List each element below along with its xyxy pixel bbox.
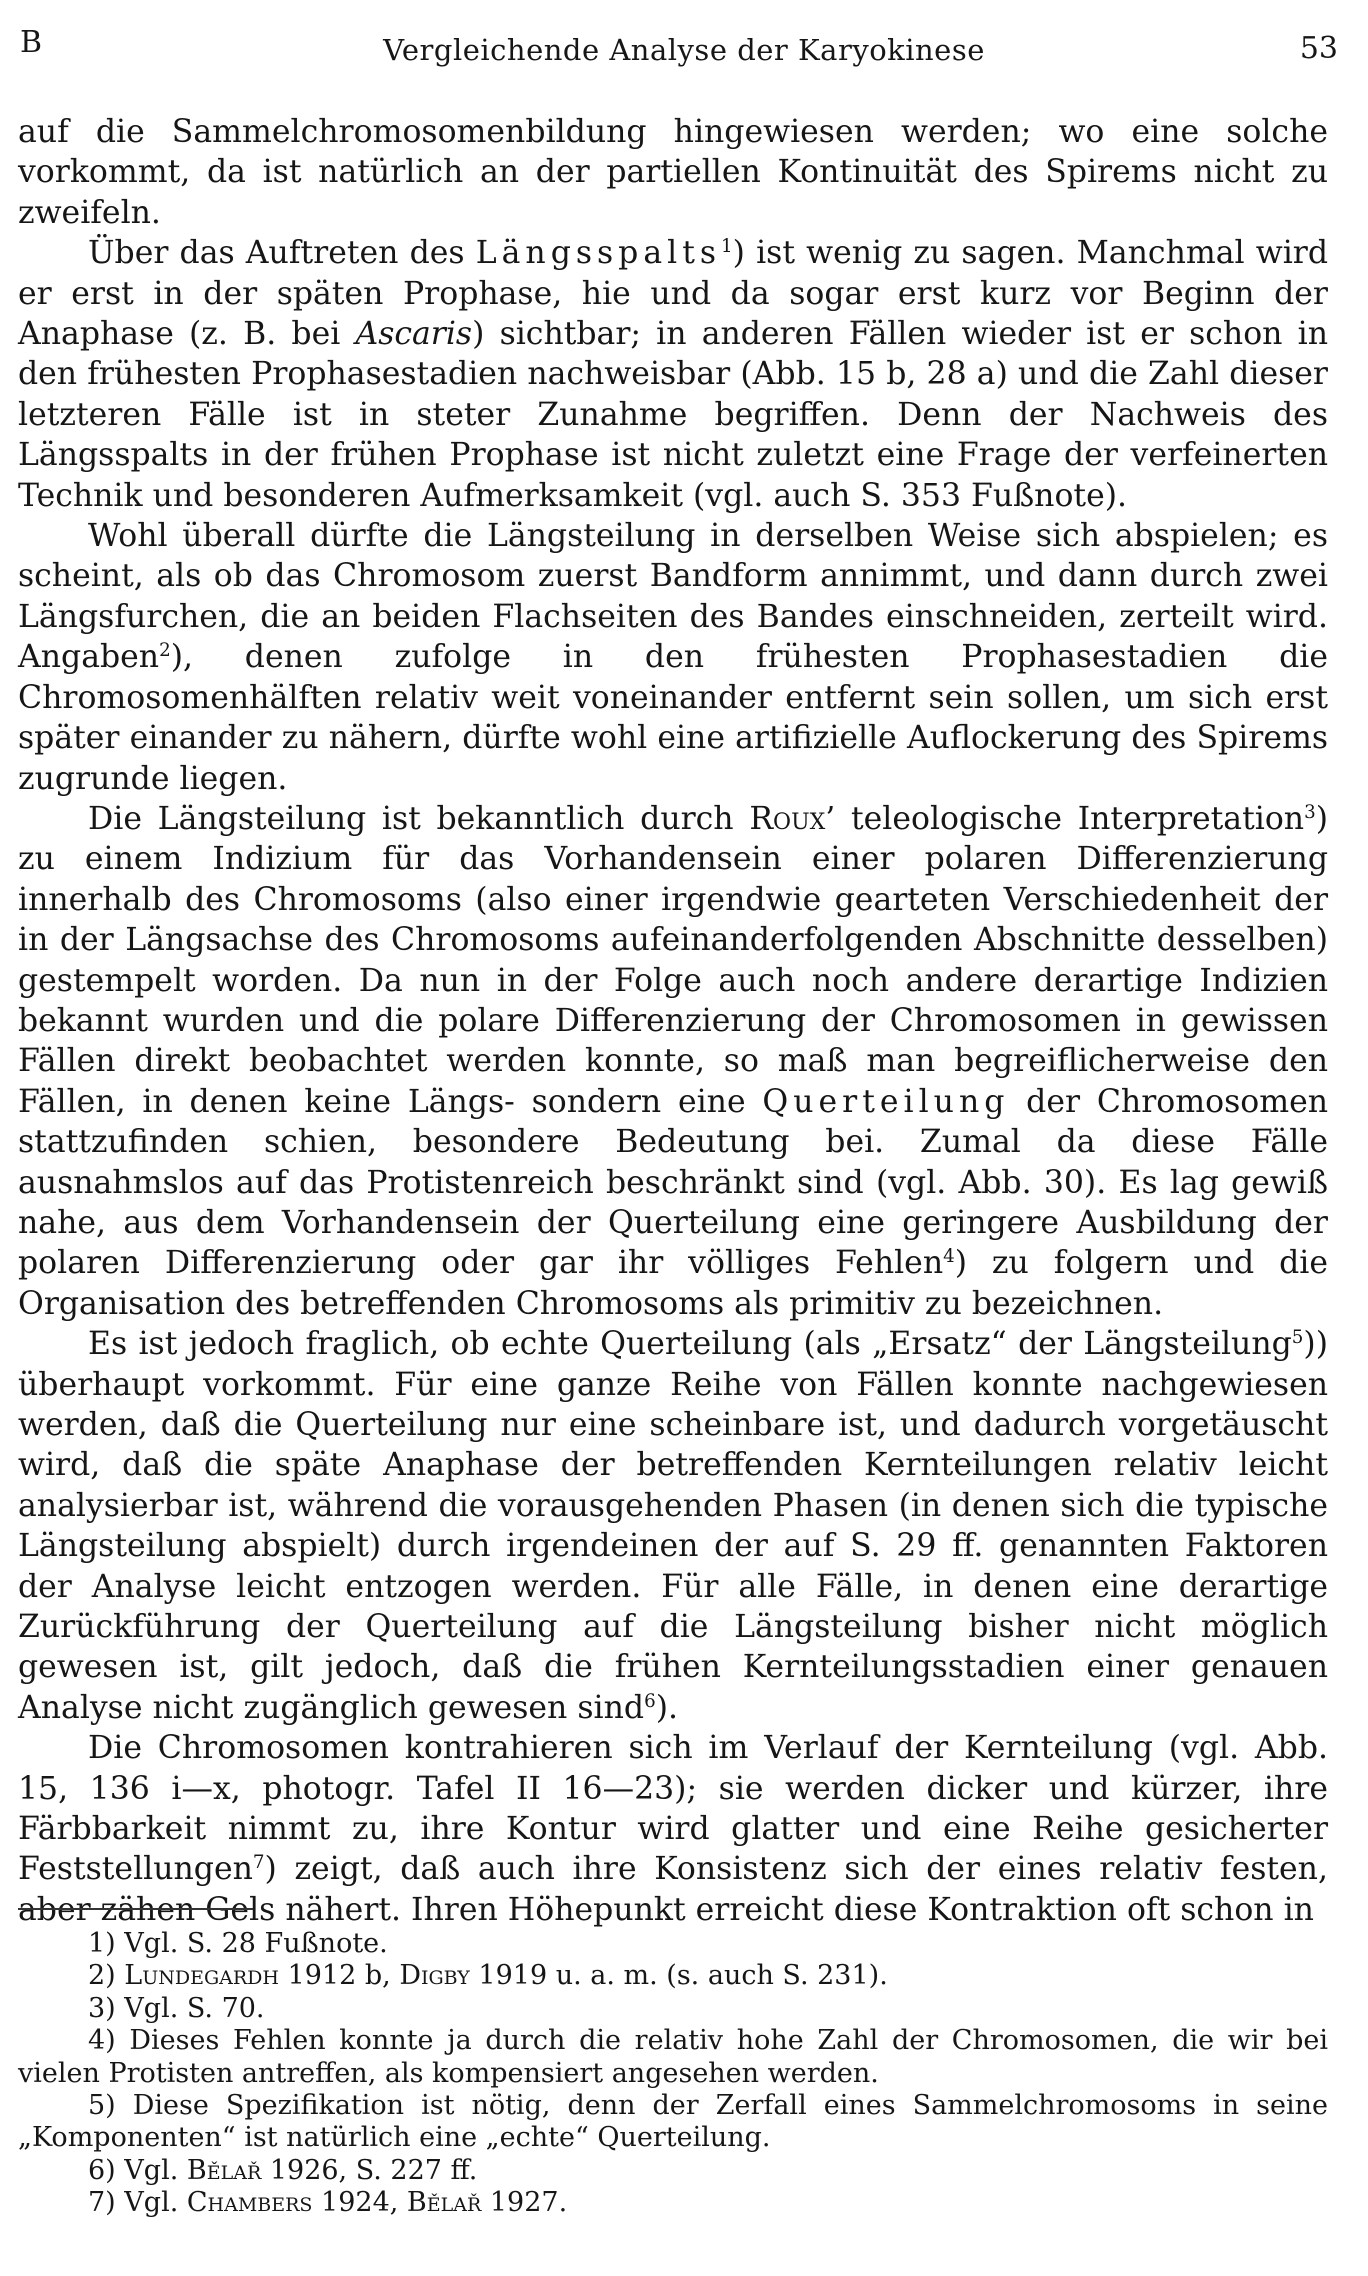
footnote-ref: 2 — [159, 640, 171, 662]
body-text — [18, 112, 1328, 1930]
text-run: ) zeigt, daß auch ihre Konsistenz sich der eines relativ festen, aber zähen Gels nähert. Ihren Höhepunkt erreicht diese Kontraktion oft schon in — [18, 1851, 1328, 1928]
author-name: Lundegardh — [124, 1960, 279, 1992]
spaced-term: Längsspalts — [475, 235, 722, 272]
paragraph-5 — [18, 1324, 1328, 1728]
paragraph-4 — [18, 799, 1328, 1324]
text-run: Wohl überall dürfte die Längsteilung in derselben Weise sich abspielen; es scheint, als ob das Chromosom zuerst Bandform annimmt, und dann durch zwei Längsfurchen, die an beiden Flachseiten des Bandes einschneiden, zerteilt wird. Angaben — [18, 518, 1328, 676]
footnote-ref: 6 — [644, 1690, 656, 1712]
text-run: 1926, S. 227 ff. — [261, 2154, 478, 2186]
text-run: )) überhaupt vorkommt. Für eine ganze Reihe von Fällen konnte nachgewiesen werden, daß die Querteilung nur eine scheinbare ist, und dadurch vorgetäuscht wird, daß die späte Anaphase der betreffenden Kernteilungen relativ leicht analysierbar ist, während die vorausgehenden Phasen (in denen sich die typische Längsteilung abspielt) durch irgendeinen der auf S. 29 ff. genannten Faktoren der Analyse leicht entzogen werden. Für alle Fälle, in denen eine derartige Zurückführung der Querteilung auf die Längsteilung bisher nicht möglich gewesen ist, gilt jedoch, daß die frühen Kernteilungsstadien einer genauen Analyse nicht zugänglich gewesen sind — [18, 1326, 1328, 1726]
footnote-ref: 5 — [1291, 1327, 1304, 1349]
text-run: 1919 u. a. m. (s. auch S. 231). — [469, 1960, 888, 1992]
footnote-ref: 3 — [1304, 801, 1316, 823]
text-run: 6) Vgl. — [88, 2154, 187, 2186]
paragraph-3 — [18, 516, 1328, 799]
author-name: Roux — [749, 800, 826, 837]
paragraph-1: auf die Sammelchromosomenbildung hingewiesen werden; wo eine solche vorkommt, da ist natürlich an der partiellen Kontinuität des Spirems nicht zu zweifeln. — [18, 114, 1328, 231]
text-run: ’ teleologische Interpretation — [825, 800, 1305, 837]
footnote-3: 3) Vgl. S. 70. — [88, 1992, 265, 2024]
text-run: Es ist jedoch fraglich, ob echte Querteilung (als „Ersatz“ der Längsteilung — [88, 1326, 1292, 1363]
text-run: 1912 b, — [278, 1960, 400, 1992]
footnote-2 — [18, 1960, 1328, 1992]
footnote-5: 5) Diese Spezifikation ist nötig, denn der Zerfall eines Sammelchromosoms in seine „Komponenten“ ist natürlich eine „echte“ Querteilung. — [18, 2090, 1328, 2154]
running-title: Vergleichende Analyse der Karyokinese — [383, 33, 985, 67]
text-run: ) zu einem Indizium für das Vorhandensein einer polaren Differenzierung innerhalb des Chromosoms (also einer irgendwie gearteten Verschiedenheit der in der Längsachse des Chromosoms aufeinanderfolgenden Abschnitte desselben) gestempelt worden. Da nun in der Folge auch noch andere derartige Indizien bekannt wurden und die polare Differenzierung der Chromosomen in gewissen Fällen direkt beobachtet werden konnte, so maß man begreiflicherweise den Fällen, in denen keine Längs- sondern eine — [18, 800, 1328, 1120]
text-run: ) ist wenig zu sagen. Manchmal wird er erst in der späten Prophase, hie und da sogar erst kurz vor Beginn der Anaphase (z. B. bei — [18, 235, 1328, 353]
footnote-ref: 4 — [943, 1246, 955, 1268]
text-run: ) sichtbar; in anderen Fällen wieder ist er schon in den frühesten Prophasestadien nachweisbar (Abb. 15 b, 28 a) und die Zahl dieser letzteren Fälle ist in steter Zunahme begriffen. Denn der Nachweis des Längsspalts in der frühen Prophase ist nicht zuletzt eine Frage der verfeinerten Technik und besonderen Aufmerksamkeit (vgl. auch S. 353 Fußnote). — [18, 316, 1328, 514]
text-run: der Chromosomen stattzufinden schien, besondere Bedeutung bei. Zumal da diese Fälle ausnahmslos auf das Protistenreich beschränkt sind (vgl. Abb. 30). Es lag gewiß nahe, aus dem Vorhandensein der Querteilung eine geringere Ausbildung der polaren Differenzierung oder gar ihr völliges Fehlen — [18, 1083, 1328, 1282]
paragraph-2 — [18, 233, 1328, 516]
footnote-ref: 7 — [252, 1852, 265, 1874]
author-name: Digby — [399, 1960, 470, 1992]
text-run: Die Chromosomen kontrahieren sich im Verlauf der Kernteilung (vgl. Abb. 15, 136 i—x, photogr. Tafel II 16—23); sie werden dicker und kürzer, ihre Färbbarkeit nimmt zu, ihre Kontur wird glatter und eine Reihe gesicherter Feststellungen — [18, 1730, 1328, 1888]
footnote-7 — [18, 2187, 1328, 2219]
footnote-ref: 1 — [721, 236, 733, 258]
text-run: Die Längsteilung ist bekanntlich durch — [88, 800, 750, 837]
italic-term: Ascaris — [355, 316, 473, 353]
text-run: 1924, — [312, 2187, 407, 2219]
footnotes — [18, 1928, 1328, 2220]
text-run: 7) Vgl. — [88, 2187, 187, 2219]
running-header — [0, 0, 1368, 80]
text-run: ) zu folgern und die Organisation des betreffenden Chromosoms als primitiv zu bezeichnen. — [18, 1245, 1328, 1322]
footnote-divider — [18, 1908, 253, 1910]
author-name: Bělař — [406, 2187, 482, 2219]
footnote-6 — [18, 2155, 1328, 2187]
section-letter: B — [20, 25, 43, 60]
page-number: 53 — [1299, 31, 1338, 66]
spaced-term: Querteilung — [762, 1083, 1010, 1120]
author-name: Chambers — [186, 2187, 313, 2219]
text-run: ). — [655, 1689, 678, 1726]
text-run: Über das Auftreten des — [88, 235, 476, 272]
footnote-1: 1) Vgl. S. 28 Fußnote. — [88, 1928, 388, 1959]
text-run: 2) — [88, 1960, 125, 1992]
text-run: ), denen zufolge in den frühesten Prophasestadien die Chromosomenhälften relativ weit voneinander entfernt sein sollen, um sich erst später einander zu nähern, dürfte wohl eine artifizielle Auflockerung des Spirems zugrunde liegen. — [18, 639, 1328, 797]
author-name: Bělař — [186, 2154, 262, 2186]
text-run: 1927. — [481, 2187, 568, 2219]
paragraph-6 — [18, 1728, 1328, 1930]
footnote-4: 4) Dieses Fehlen konnte ja durch die relativ hohe Zahl der Chromosomen, die wir bei vielen Protisten antreffen, als kompensiert angesehen werden. — [18, 2025, 1328, 2089]
